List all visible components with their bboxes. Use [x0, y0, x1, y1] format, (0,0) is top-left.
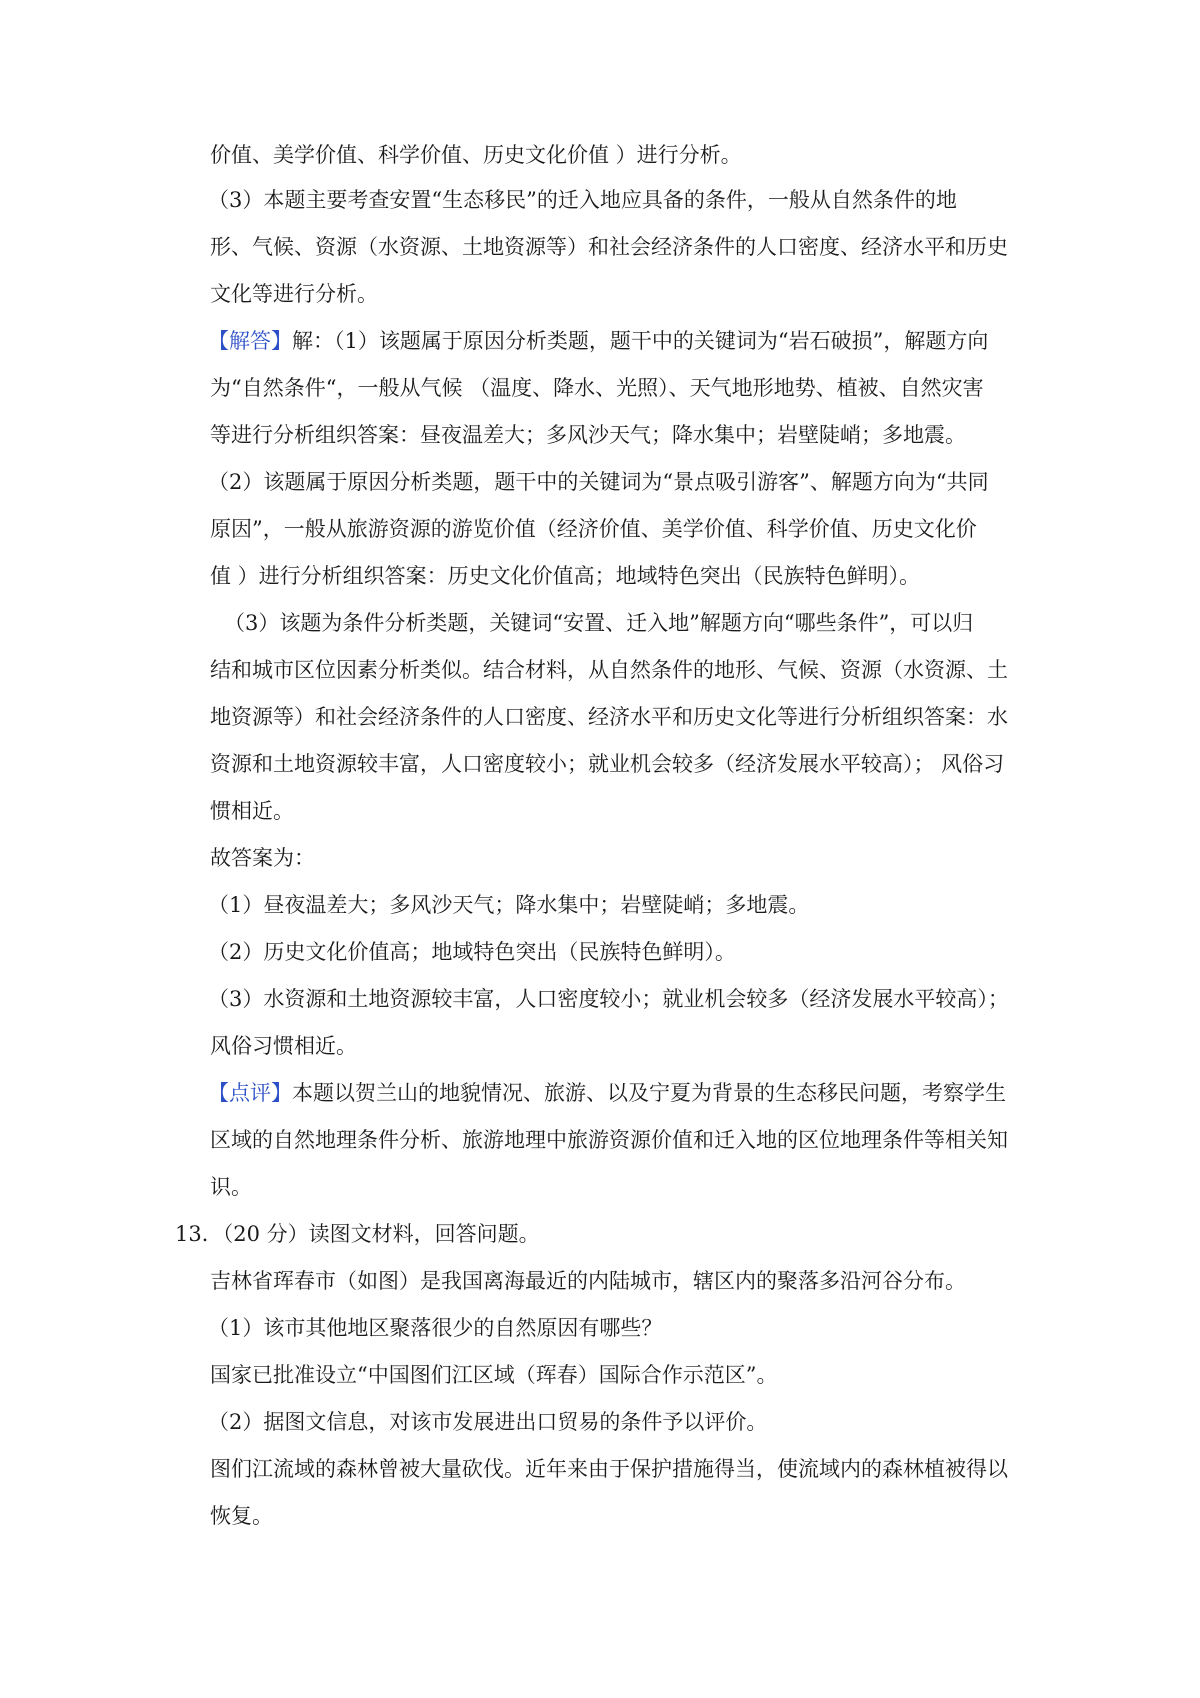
text-line: 值 ）进行分析组织答案：历史文化价值高；地域特色突出（民族特色鲜明）。 — [210, 564, 921, 588]
text-line: （2）历史文化价值高；地域特色突出（民族特色鲜明）。 — [208, 940, 736, 964]
text-line: 价值、美学价值、科学价值、历史文化价值 ）进行分析。 — [210, 143, 742, 167]
text-line: 惯相近。 — [210, 799, 294, 823]
text-line: （3）水资源和土地资源较丰富，人口密度较小；就业机会较多（经济发展水平较高）； — [208, 987, 1009, 1011]
text-line: 国家已批准设立“中国图们江区域（珲春）国际合作示范区”。 — [210, 1363, 778, 1387]
comment-tag: 【点评】 — [208, 1081, 292, 1105]
text-line: 风俗习惯相近。 — [210, 1034, 357, 1058]
text-span: 解：（1）该题属于原因分析类题，题干中的关键词为“岩石破损”，解题方向 — [292, 329, 989, 353]
text-line: 文化等进行分析。 — [210, 282, 378, 306]
text-line: 形、气候、资源（水资源、土地资源等）和社会经济条件的人口密度、经济水平和历史 — [210, 235, 1008, 259]
text-line: （2）据图文信息，对该市发展进出口贸易的条件予以评价。 — [208, 1410, 768, 1434]
text-line: 区域的自然地理条件分析、旅游地理中旅游资源价值和迁入地的区位地理条件等相关知 — [210, 1128, 1008, 1152]
text-line: 恢复。 — [210, 1504, 273, 1528]
text-line: 原因”，一般从旅游资源的游览价值（经济价值、美学价值、科学价值、历史文化价 — [210, 517, 977, 541]
text-line: 故答案为： — [210, 846, 315, 870]
text-line: （3）该题为条件分析类题，关键词“安置、迁入地”解题方向“哪些条件”，可以归 — [224, 611, 974, 635]
text-line: 等进行分析组织答案：昼夜温差大；多风沙天气；降水集中；岩壁陡峭；多地震。 — [210, 423, 966, 447]
text-line: 图们江流域的森林曾被大量砍伐。近年来由于保护措施得当，使流域内的森林植被得以 — [210, 1457, 1008, 1481]
text-line: （2）该题属于原因分析类题，题干中的关键词为“景点吸引游客”、解题方向为“共同 — [208, 470, 989, 494]
text-line: 为“自然条件“，一般从气候 （温度、降水、光照）、天气地形地势、植被、自然灾害 — [210, 376, 984, 400]
text-span: 本题以贺兰山的地貌情况、旅游、以及宁夏为背景的生态移民问题，考察学生 — [292, 1081, 1006, 1105]
text-line: （1）昼夜温差大；多风沙天气；降水集中；岩壁陡峭；多地震。 — [208, 893, 810, 917]
answer-tag: 【解答】 — [208, 329, 292, 353]
text-line: 吉林省珲春市（如图）是我国离海最近的内陆城市，辖区内的聚落多沿河谷分布。 — [210, 1269, 966, 1293]
text-line: 结和城市区位因素分析类似。结合材料，从自然条件的地形、气候、资源（水资源、土 — [210, 658, 1008, 682]
question-heading: 13．（20 分）读图文材料，回答问题。 — [175, 1222, 540, 1246]
text-line: 识。 — [210, 1175, 252, 1199]
answer-line — [208, 326, 988, 356]
comment-line — [208, 1078, 1006, 1108]
text-line: 地资源等）和社会经济条件的人口密度、经济水平和历史文化等进行分析组织答案：水 — [210, 705, 1008, 729]
text-line: （3）本题主要考查安置“生态移民”的迁入地应具备的条件，一般从自然条件的地 — [208, 188, 957, 212]
text-line: （1）该市其他地区聚落很少的自然原因有哪些？ — [208, 1316, 663, 1340]
text-line: 资源和土地资源较丰富，人口密度较小；就业机会较多（经济发展水平较高）； 风俗习 — [210, 752, 1005, 776]
